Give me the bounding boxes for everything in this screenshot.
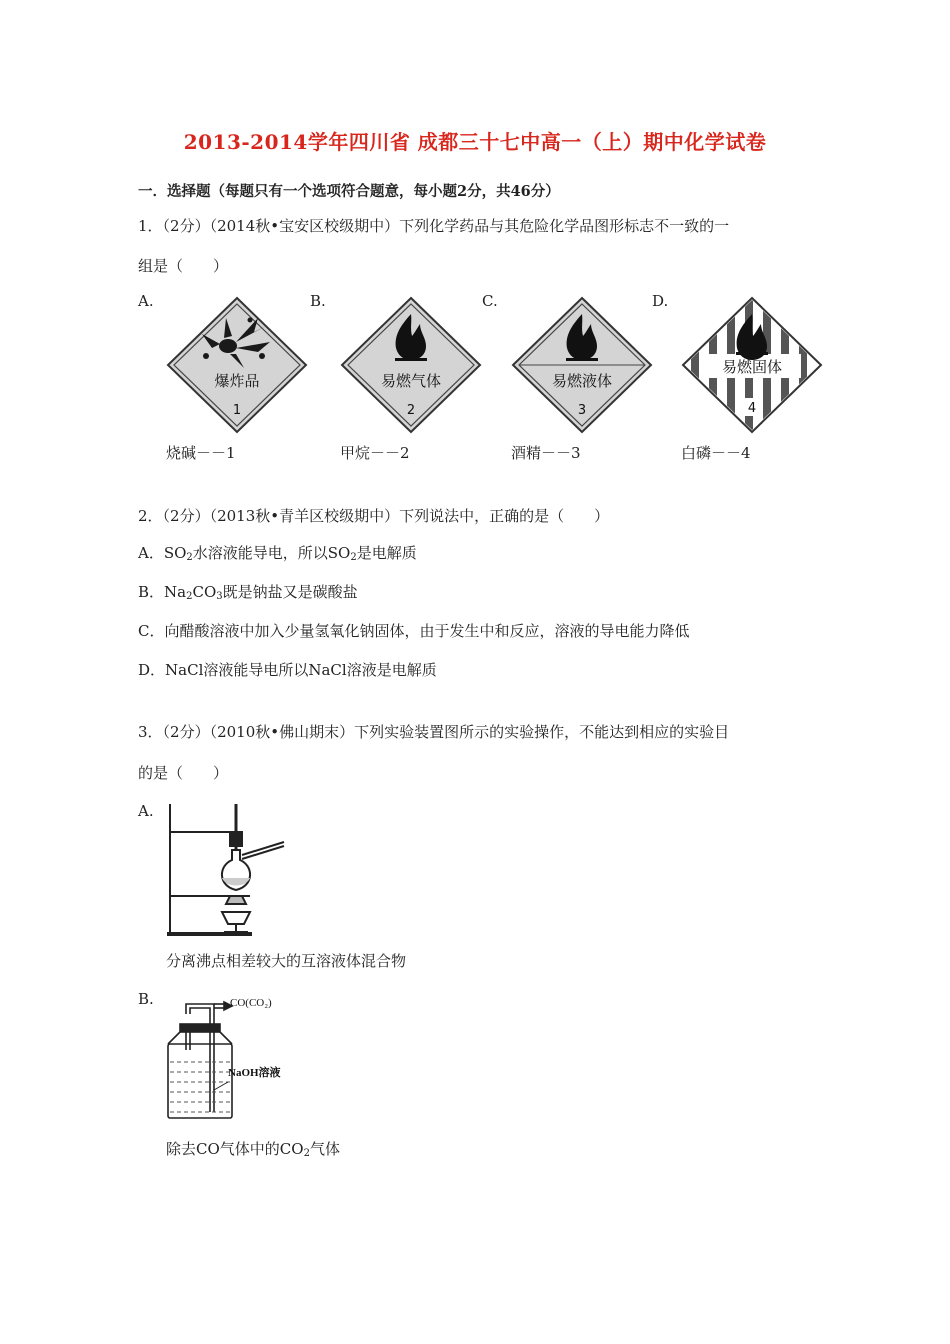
sign-a-label: 爆炸品 bbox=[214, 372, 260, 390]
sign-c-label: 易燃液体 bbox=[551, 372, 613, 390]
q1-option-b-letter: B. bbox=[310, 292, 326, 310]
q1-option-b-caption: 甲烷－－2 bbox=[340, 444, 410, 462]
explosive-hazard-sign bbox=[166, 296, 308, 434]
q3-option-b-caption: 除去CO气体中的$CO_2$气体 bbox=[166, 1140, 340, 1159]
q3-stem-line2: 的是（ ） bbox=[138, 764, 229, 782]
flammable-gas-hazard-sign bbox=[340, 296, 482, 434]
naoh-solution-label: NaOH溶液 bbox=[228, 1067, 281, 1079]
sign-d-label: 易燃固体 bbox=[721, 358, 783, 376]
sign-d-number: 4 bbox=[747, 401, 757, 416]
gas-washing-bottle-diagram bbox=[166, 994, 296, 1124]
q2-option-b: B．$Na_2CO_3$既是钠盐又是碳酸盐 bbox=[138, 583, 358, 602]
q1-option-c-letter: C. bbox=[482, 292, 498, 310]
q1-option-d-caption: 白磷－－4 bbox=[681, 444, 751, 462]
q1-option-d-letter: D. bbox=[652, 292, 669, 310]
sign-b-label: 易燃气体 bbox=[380, 372, 442, 390]
q3-option-a-letter: A. bbox=[138, 802, 154, 820]
section-heading: 一．选择题（每题只有一个选项符合题意，每小题2分，共46分） bbox=[138, 183, 560, 200]
q2-stem: 2．（2分）（2013秋•青羊区校级期中）下列说法中，正确的是（ ） bbox=[138, 507, 610, 525]
q1-option-a-caption: 烧碱－－1 bbox=[166, 444, 236, 462]
q3-option-a-caption: 分离沸点相差较大的互溶液体混合物 bbox=[166, 952, 407, 970]
q1-option-c-caption: 酒精－－3 bbox=[511, 444, 581, 462]
sign-a-number: 1 bbox=[232, 403, 242, 418]
flammable-solid-hazard-sign bbox=[681, 296, 823, 434]
flammable-liquid-hazard-sign bbox=[511, 296, 653, 434]
q1-stem-line2: 组是（ ） bbox=[138, 257, 229, 275]
sign-b-number: 2 bbox=[406, 403, 416, 418]
gas-mixture-label: CO(CO₂) bbox=[230, 997, 272, 1009]
q3-stem-line1: 3．（2分）（2010秋•佛山期末）下列实验装置图所示的实验操作，不能达到相应的实验目 bbox=[138, 723, 730, 741]
page-title: 2013-2014学年四川省 成都三十七中高一（上）期中化学试卷 bbox=[183, 130, 767, 154]
q2-option-c: C．向醋酸溶液中加入少量氢氧化钠固体，由于发生中和反应，溶液的导电能力降低 bbox=[138, 622, 690, 640]
q1-option-a-letter: A. bbox=[138, 292, 154, 310]
q2-option-d: D．NaCl溶液能导电所以NaCl溶液是电解质 bbox=[138, 661, 437, 679]
q3-option-b-letter: B. bbox=[138, 990, 154, 1008]
sign-c-number: 3 bbox=[577, 403, 587, 418]
q1-stem-line1: 1．（2分）（2014秋•宝安区校级期中）下列化学药品与其危险化学品图形标志不一致的一 bbox=[138, 217, 730, 235]
distillation-apparatus-diagram bbox=[166, 800, 286, 940]
q2-option-a: A．$SO_2$水溶液能导电，所以$SO_2$是电解质 bbox=[138, 544, 417, 563]
